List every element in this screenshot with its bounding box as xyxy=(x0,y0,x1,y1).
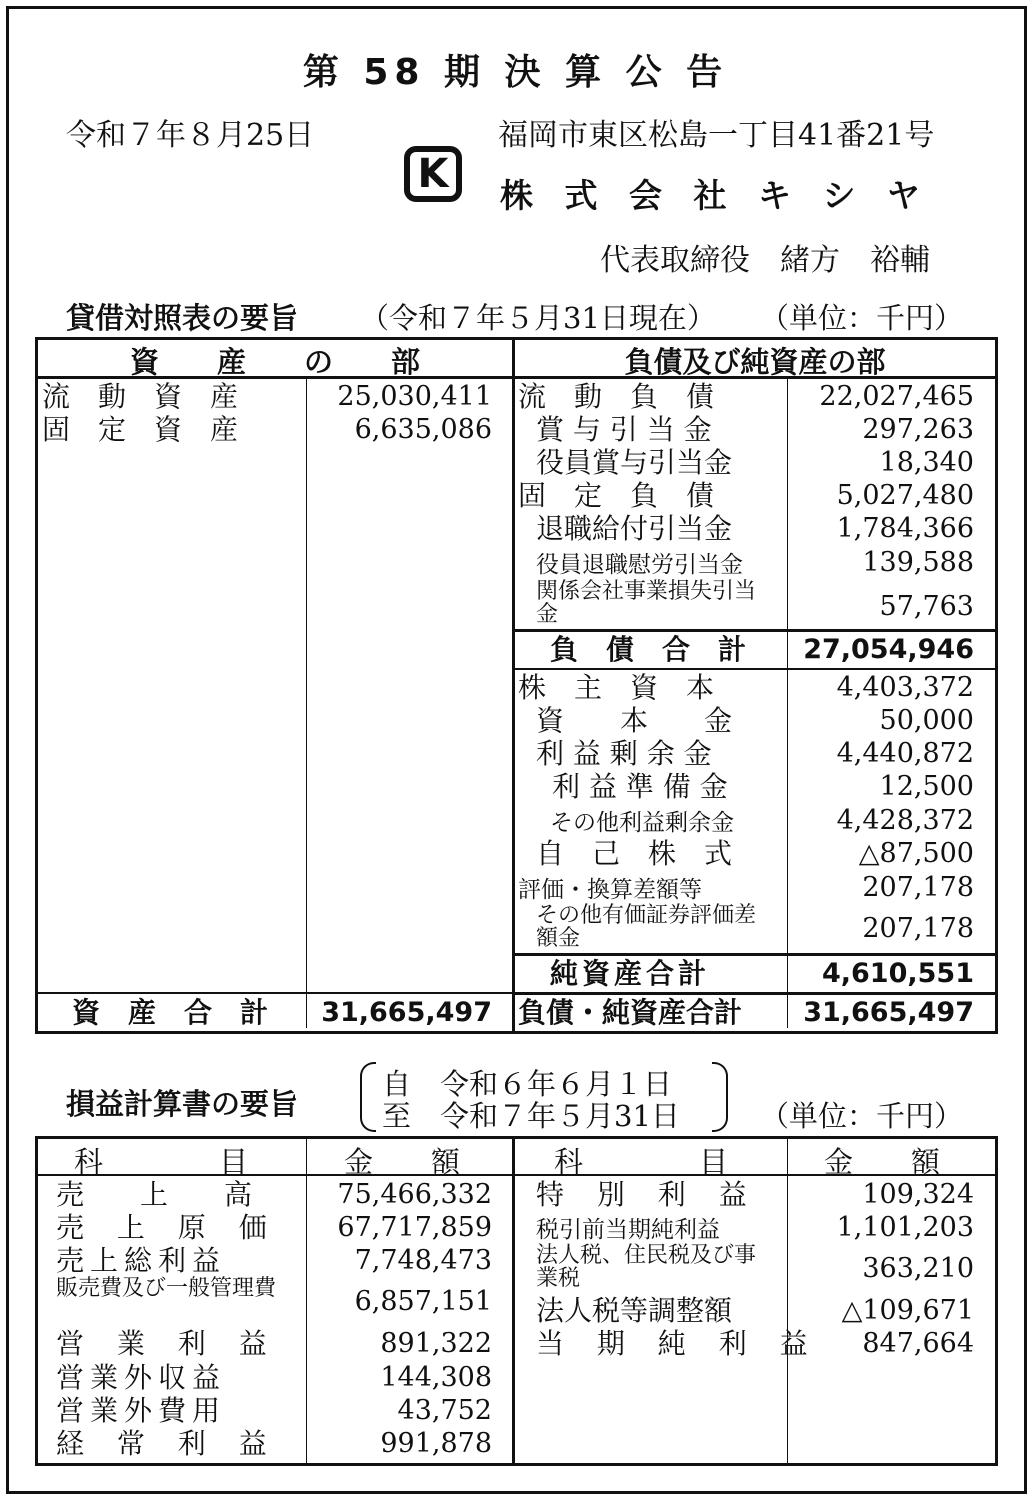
is-label: 営業外収益 xyxy=(56,1361,227,1394)
equity-value: 4,428,372 xyxy=(836,805,974,836)
is-value: 144,308 xyxy=(380,1362,492,1393)
balance-sheet-date: （令和７年５月31日現在） xyxy=(360,301,716,335)
is-col-item-right: 科 目 xyxy=(554,1145,729,1179)
liability-label: 退職給付引当金 xyxy=(536,512,733,545)
equity-label: 利 益 剰 余 金 xyxy=(536,737,712,770)
liability-label: 役員賞与引当金 xyxy=(536,446,733,479)
is-label: 営 業 利 益 xyxy=(56,1327,279,1360)
balance-sheet-title: 貸借対照表の要旨 xyxy=(66,301,299,335)
is-value: △109,671 xyxy=(841,1295,974,1326)
asset-label: 固 定 資 産 xyxy=(42,413,239,446)
is-value: 891,322 xyxy=(380,1328,492,1359)
liability-value: 297,263 xyxy=(862,414,974,445)
is-right-row xyxy=(536,1294,990,1327)
equity-label: その他有価証券評価差額金 xyxy=(536,903,757,951)
liability-label: 固 定 負 債 xyxy=(518,479,715,512)
liability-row xyxy=(518,446,990,479)
is-right-row xyxy=(536,1244,990,1292)
notice-date: 令和７年８月25日 xyxy=(66,118,315,153)
liability-label: 関係会社事業損失引当金 xyxy=(536,579,757,627)
equity-total-value: 4,610,551 xyxy=(821,958,974,989)
is-label: 販売費及び一般管理費 xyxy=(56,1276,277,1301)
liability-value: 139,588 xyxy=(862,547,974,578)
is-left-row xyxy=(56,1361,502,1394)
is-value: 1,101,203 xyxy=(836,1212,974,1243)
is-left-row xyxy=(56,1394,502,1427)
is-value: 847,664 xyxy=(862,1328,974,1359)
is-label: 法人税等調整額 xyxy=(536,1294,733,1327)
bs-liab-total-top xyxy=(512,629,998,632)
liability-row xyxy=(518,413,990,446)
liabilities-total-label: 負 債 合 計 xyxy=(550,633,747,666)
equity-label: その他利益剰余金 xyxy=(550,810,734,836)
income-statement-title: 損益計算書の要旨 xyxy=(66,1087,299,1121)
liability-label: 流 動 負 債 xyxy=(518,380,715,413)
company-address: 福岡市東区松島一丁目41番21号 xyxy=(498,118,935,153)
is-label: 売 上 原 価 xyxy=(56,1211,279,1244)
is-col-amount-left: 金 額 xyxy=(344,1145,461,1179)
is-right-row xyxy=(536,1211,990,1247)
is-value: 67,717,859 xyxy=(337,1212,492,1243)
period-brace-right xyxy=(712,1062,728,1132)
liability-value: 57,763 xyxy=(879,591,974,622)
is-value: 43,752 xyxy=(397,1395,492,1426)
equity-total-row xyxy=(550,957,990,990)
equity-label: 利 益 準 備 金 xyxy=(552,770,728,803)
asset-value: 6,635,086 xyxy=(354,414,492,445)
liabilities-total-row xyxy=(550,633,990,666)
equity-row xyxy=(518,671,990,704)
grand-total-row xyxy=(518,996,990,1029)
is-label: 税引前当期純利益 xyxy=(536,1217,720,1243)
liability-value: 22,027,465 xyxy=(819,381,974,412)
equity-row xyxy=(518,737,990,770)
grand-total-label: 負債・純資産合計 xyxy=(518,996,743,1029)
is-value: 109,324 xyxy=(862,1179,974,1210)
is-left-row xyxy=(56,1427,502,1460)
equity-row xyxy=(518,837,990,870)
is-value: 75,466,332 xyxy=(337,1179,492,1210)
assets-header: 資 産 の 部 xyxy=(129,345,420,379)
logo-text: K xyxy=(417,151,449,197)
equity-value: 207,178 xyxy=(862,872,974,903)
is-left-row xyxy=(56,1244,502,1277)
is-left-row xyxy=(56,1211,502,1244)
is-label: 法人税、住民税及び事業税 xyxy=(536,1243,757,1291)
bs-grand-total-top xyxy=(512,992,998,995)
bs-liab-total-bottom xyxy=(512,668,998,670)
equity-label: 評価・換算差額等 xyxy=(518,877,702,903)
is-label: 売 上 高 xyxy=(56,1178,253,1211)
assets-total-label: 資 産 合 計 xyxy=(72,996,269,1029)
assets-total-value: 31,665,497 xyxy=(321,997,492,1028)
liability-row xyxy=(518,380,990,413)
is-center-divider xyxy=(512,1136,515,1466)
is-label: 当 期 純 利 益 xyxy=(536,1327,820,1360)
liability-row xyxy=(518,479,990,512)
equity-value: △87,500 xyxy=(858,838,974,869)
equity-row xyxy=(518,904,990,952)
asset-row xyxy=(42,413,502,446)
liabilities-total-value: 27,054,946 xyxy=(803,634,974,665)
is-col-item-left: 科 目 xyxy=(74,1145,249,1179)
equity-value: 207,178 xyxy=(862,913,974,944)
is-left-row xyxy=(56,1327,502,1360)
equity-value: 4,403,372 xyxy=(836,672,974,703)
liability-value: 1,784,366 xyxy=(836,513,974,544)
equity-row xyxy=(518,704,990,737)
period-from: 自 令和６年６月１日 xyxy=(382,1067,673,1101)
is-right-row xyxy=(536,1327,990,1360)
period-to: 至 令和７年５月31日 xyxy=(382,1099,680,1133)
equity-row xyxy=(518,770,990,803)
company-logo xyxy=(404,146,462,202)
is-label: 経 常 利 益 xyxy=(56,1427,279,1460)
equity-label: 株 主 資 本 xyxy=(518,671,715,704)
asset-label: 流 動 資 産 xyxy=(42,380,239,413)
equity-row xyxy=(518,804,990,840)
is-col-amount-right: 金 額 xyxy=(824,1145,941,1179)
asset-row xyxy=(42,380,502,413)
is-right-row xyxy=(536,1178,990,1211)
equity-value: 4,440,872 xyxy=(836,738,974,769)
is-left-row xyxy=(56,1277,502,1325)
assets-total-row xyxy=(72,996,502,1029)
company-name: 株 式 会 社 キ シ ヤ xyxy=(500,176,930,215)
equity-value: 50,000 xyxy=(879,705,974,736)
is-label: 特 別 利 益 xyxy=(536,1178,759,1211)
liability-row xyxy=(518,580,990,628)
is-value: 991,878 xyxy=(380,1428,492,1459)
liability-value: 18,340 xyxy=(879,447,974,478)
liabilities-header: 負債及び純資産の部 xyxy=(624,345,886,379)
equity-label: 資 本 金 xyxy=(536,704,733,737)
liability-label: 賞 与 引 当 金 xyxy=(536,413,712,446)
equity-total-label: 純資産合計 xyxy=(550,957,711,990)
liability-row xyxy=(518,512,990,545)
is-value: 363,210 xyxy=(862,1253,974,1284)
equity-row xyxy=(518,871,990,907)
bs-center-divider xyxy=(512,337,515,1034)
period-brace xyxy=(360,1062,376,1132)
liability-row xyxy=(518,546,990,582)
grand-total-value: 31,665,497 xyxy=(803,997,974,1028)
bs-left-col-divider xyxy=(306,378,307,1028)
page-title: 第 58 期 決 算 公 告 xyxy=(302,52,729,93)
balance-sheet-unit: （単位：千円） xyxy=(760,301,964,335)
is-value: 6,857,151 xyxy=(354,1286,492,1317)
equity-value: 12,500 xyxy=(879,771,974,802)
representative: 代表取締役 緒方 裕輔 xyxy=(600,243,930,278)
is-label: 営業外費用 xyxy=(56,1394,227,1427)
is-label: 売上総利益 xyxy=(56,1244,227,1277)
income-statement-unit: （単位：千円） xyxy=(760,1099,964,1133)
is-value: 7,748,473 xyxy=(354,1245,492,1276)
liability-value: 5,027,480 xyxy=(836,480,974,511)
bs-assets-total-line xyxy=(35,992,513,994)
bs-equity-total-top xyxy=(512,953,998,956)
is-left-row xyxy=(56,1178,502,1211)
equity-label: 自 己 株 式 xyxy=(536,837,733,870)
asset-value: 25,030,411 xyxy=(337,381,492,412)
liability-label: 役員退職慰労引当金 xyxy=(536,552,743,578)
